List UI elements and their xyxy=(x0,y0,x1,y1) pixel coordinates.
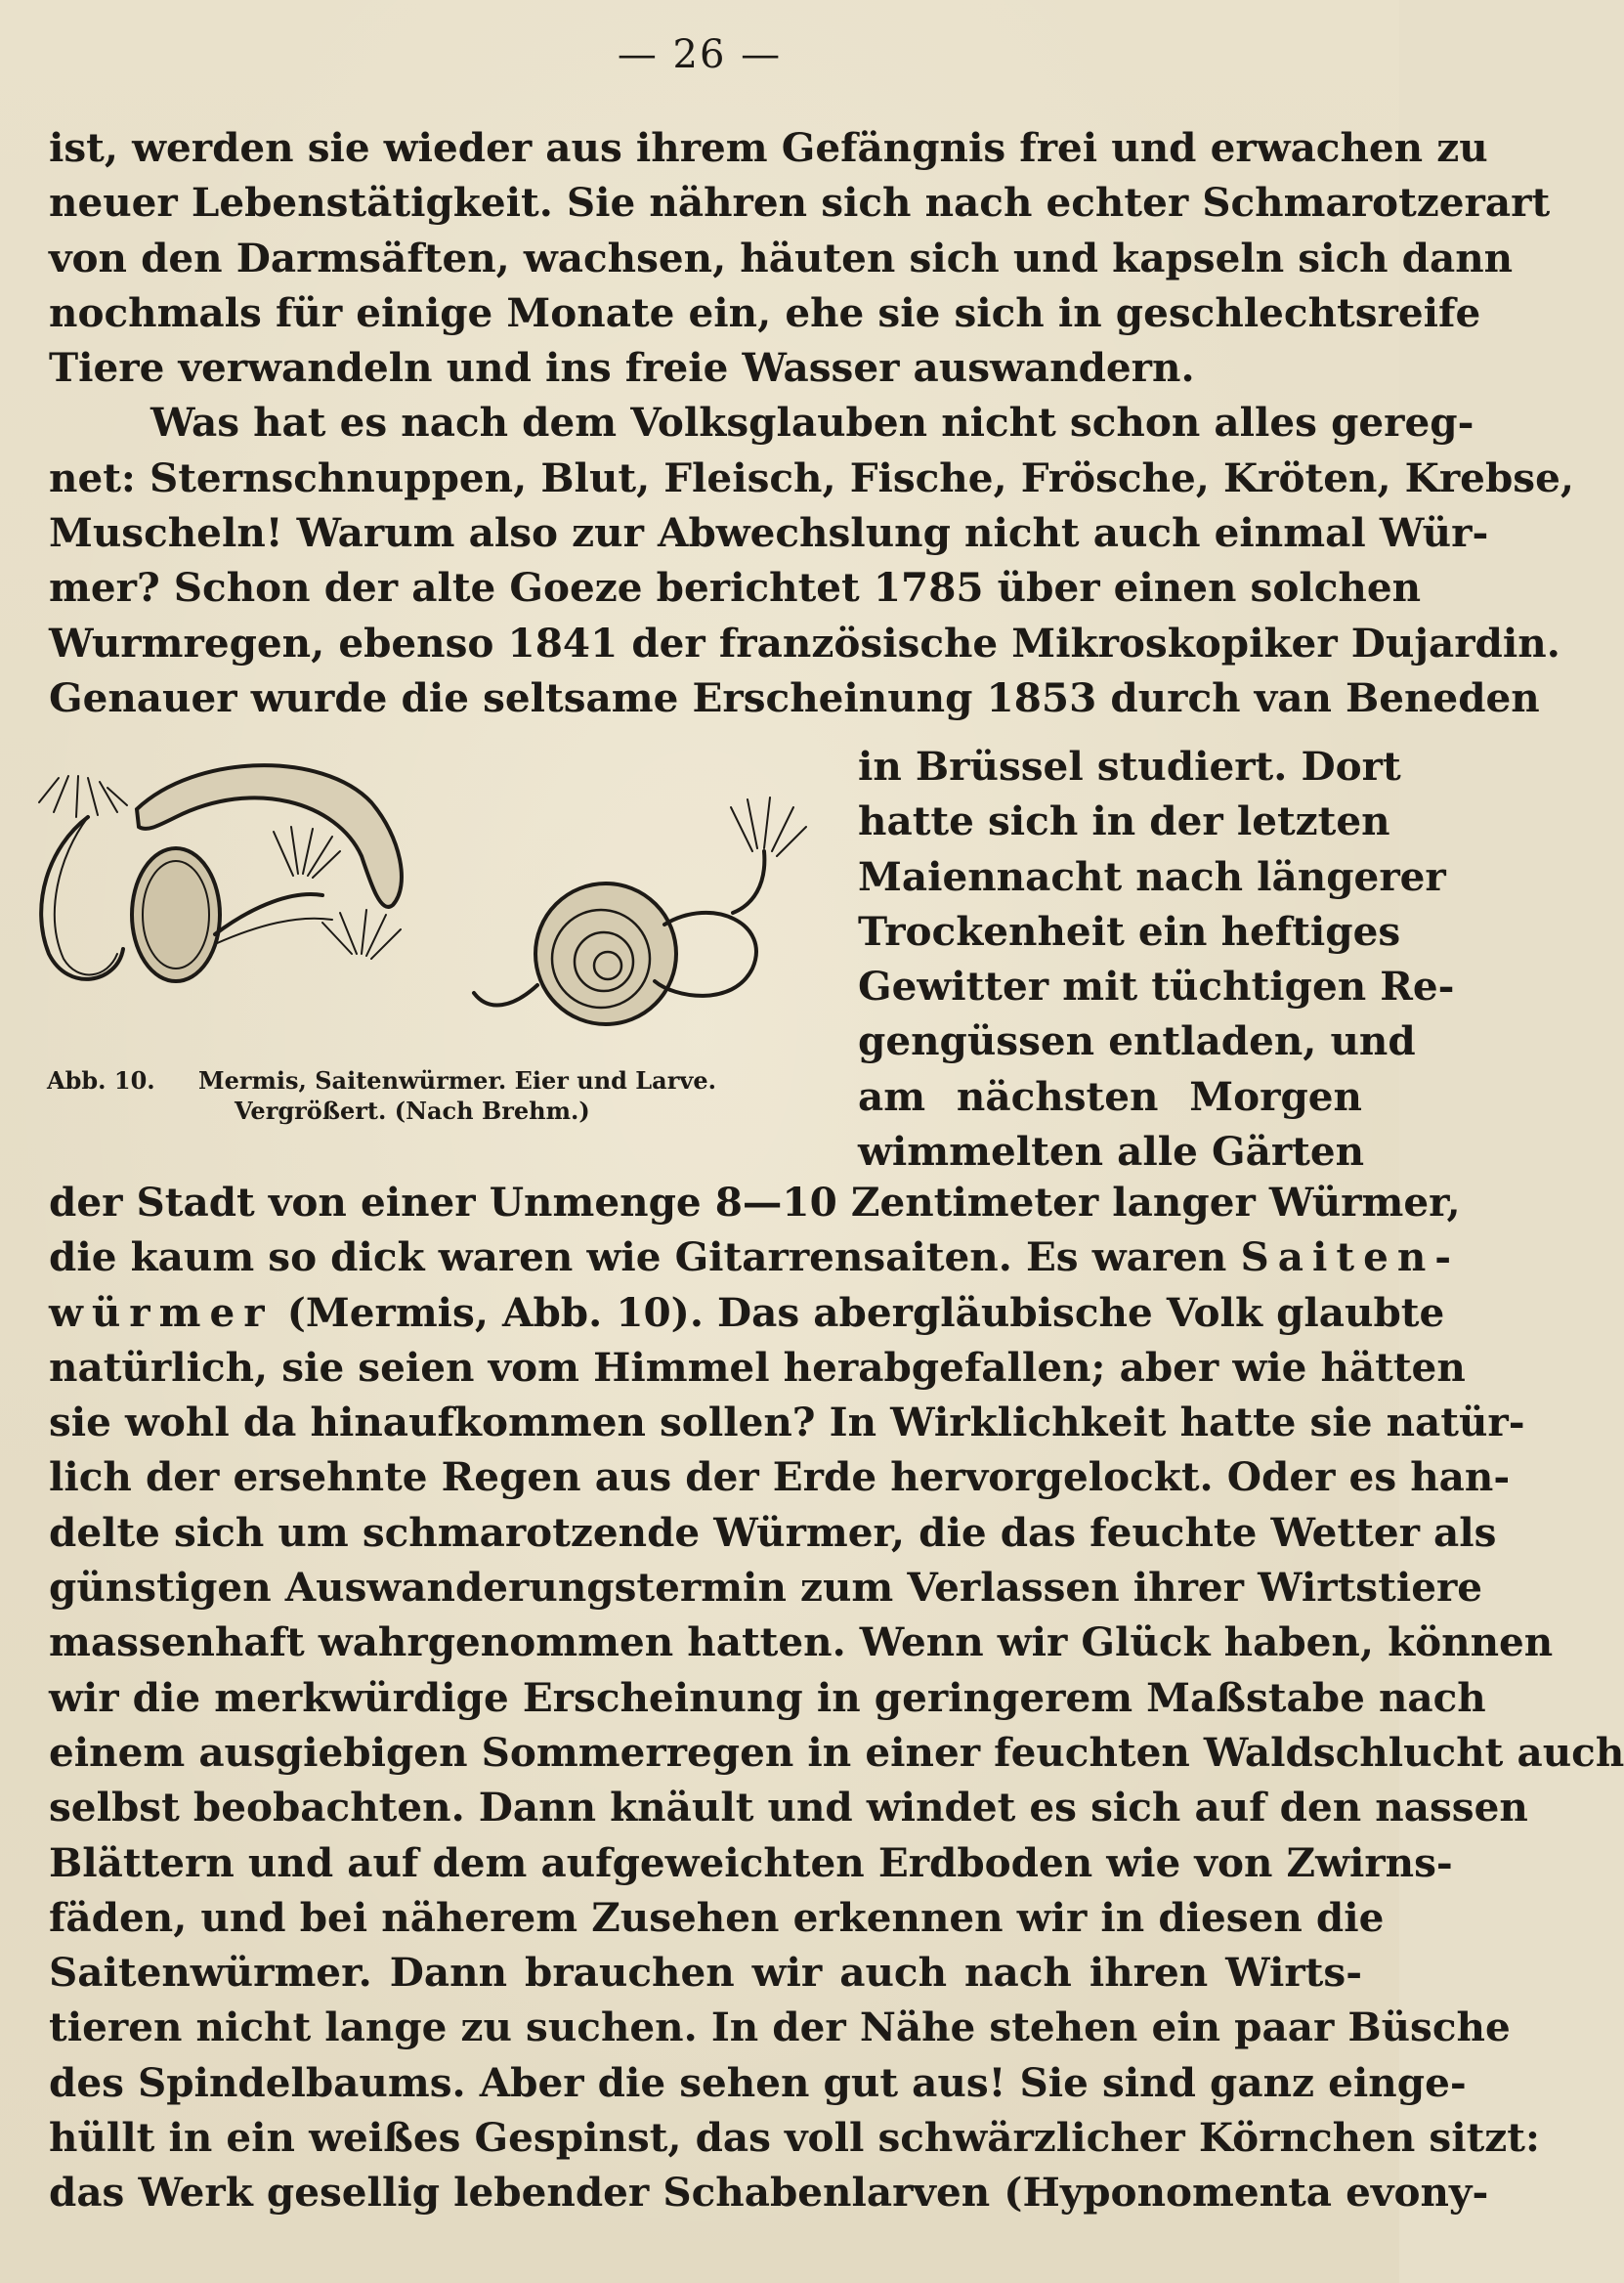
text-line: Blättern und auf dem aufgeweichten Erdboden wie von Zwirns- xyxy=(49,1838,1453,1886)
text-line: Wurmregen, ebenso 1841 der französische Mikroskopiker Dujardin. xyxy=(49,619,1560,667)
text-line: Genauer wurde die seltsame Erscheinung 1853 durch van Beneden xyxy=(49,673,1540,721)
text-line: massenhaft wahrgenommen hatten. Wenn wir Glück haben, können xyxy=(49,1618,1554,1666)
figure-caption xyxy=(47,1065,829,1126)
text-fragment: die kaum so dick waren wie Gitarrensaiten. Es waren xyxy=(49,1233,1227,1281)
text-line: wir die merkwürdige Erscheinung in geringerem Maßstabe nach xyxy=(49,1673,1486,1721)
emphasized-term: Saiten- xyxy=(1240,1233,1461,1281)
text-line: mer? Schon der alte Goeze berichtet 1785 über einen solchen xyxy=(49,564,1422,612)
text-line: fäden, und bei näherem Zusehen erkennen wir in diesen die xyxy=(49,1893,1385,1941)
caption-line-1 xyxy=(47,1065,829,1096)
page-number: — 26 — xyxy=(617,32,783,77)
text-line: wimmelten alle Gärten xyxy=(858,1128,1365,1176)
text-line: tieren nicht lange zu suchen. In der Nähe stehen ein paar Büsche xyxy=(49,2003,1511,2051)
text-line: Gewitter mit tüchtigen Re- xyxy=(858,963,1455,1011)
text-line: lich der ersehnte Regen aus der Erde hervorgelockt. Oder es han- xyxy=(49,1453,1511,1501)
text-line: gengüssen entladen, und xyxy=(858,1017,1416,1065)
text-line: günstigen Auswanderungstermin zum Verlassen ihrer Wirtstiere xyxy=(49,1564,1483,1612)
figure-label: Abb. 10. xyxy=(47,1066,155,1095)
text-line xyxy=(49,1285,1445,1340)
text-line: hüllt in ein weißes Gespinst, das voll schwärzlicher Körnchen sitzt: xyxy=(49,2114,1540,2162)
text-line: Saitenwürmer. Dann brauchen wir auch nach ihren Wirts- xyxy=(49,1949,1362,1997)
text-line: neuer Lebenstätigkeit. Sie nähren sich nach echter Schmarotzerart xyxy=(49,179,1551,227)
worm-and-egg-drawing xyxy=(29,758,811,1042)
emphasized-term: würmer xyxy=(49,1288,274,1336)
text-line: das Werk gesellig lebender Schabenlarven (Hyponomenta evony- xyxy=(49,2169,1489,2217)
paragraph-2 xyxy=(49,395,1574,725)
text-line: Tiere verwandeln und ins freie Wasser auswandern. xyxy=(49,344,1195,392)
text-line: Was hat es nach dem Volksglauben nicht schon alles gereg- xyxy=(150,399,1474,447)
text-line: in Brüssel studiert. Dort xyxy=(858,743,1401,790)
text-line: am nächsten Morgen xyxy=(858,1072,1362,1120)
caption-text-1: Mermis, Saitenwürmer. Eier und Larve. xyxy=(198,1066,716,1095)
text-line: nochmals für einige Monate ein, ehe sie sich in geschlechtsreife xyxy=(49,288,1481,336)
paragraph-1 xyxy=(49,120,1551,395)
text-line: Muscheln! Warum also zur Abwechslung nicht auch einmal Wür- xyxy=(49,509,1489,557)
top-text-block xyxy=(49,120,1574,725)
text-line: sie wohl da hinaufkommen sollen? In Wirklichkeit hatte sie natür- xyxy=(49,1399,1525,1446)
text-line: einem ausgiebigen Sommerregen in einer feuchten Waldschlucht auch xyxy=(49,1728,1624,1776)
text-line: des Spindelbaums. Aber die sehen gut aus! Sie sind ganz einge- xyxy=(49,2058,1467,2106)
text-line: hatte sich in der letzten xyxy=(858,797,1390,845)
text-line: Trockenheit ein heftiges xyxy=(858,907,1401,955)
text-line: ist, werden sie wieder aus ihrem Gefängnis frei und erwachen zu xyxy=(49,124,1488,171)
text-fragment: (Mermis, Abb. 10). Das abergläubische Volk glaubte xyxy=(286,1288,1445,1336)
bottom-text-block xyxy=(49,1175,1624,2220)
mermis-illustration xyxy=(29,758,811,1042)
text-line: net: Sternschnuppen, Blut, Fleisch, Fische, Frösche, Kröten, Krebse, xyxy=(49,453,1574,501)
text-line: delte sich um schmarotzende Würmer, die das feuchte Wetter als xyxy=(49,1508,1497,1556)
text-line: natürlich, sie seien vom Himmel herabgefallen; aber wie hätten xyxy=(49,1343,1466,1391)
text-line: selbst beobachten. Dann knäult und windet es sich auf den nassen xyxy=(49,1784,1528,1831)
text-line: von den Darmsäften, wachsen, häuten sich und kapseln sich dann xyxy=(49,234,1514,281)
text-line xyxy=(49,1229,1461,1284)
caption-line-2: Vergrößert. (Nach Brehm.) xyxy=(235,1097,590,1125)
text-line: Maiennacht nach längerer xyxy=(858,852,1446,900)
text-line: der Stadt von einer Unmenge 8—10 Zentimeter langer Würmer, xyxy=(49,1179,1461,1226)
right-text-column xyxy=(858,739,1455,1179)
